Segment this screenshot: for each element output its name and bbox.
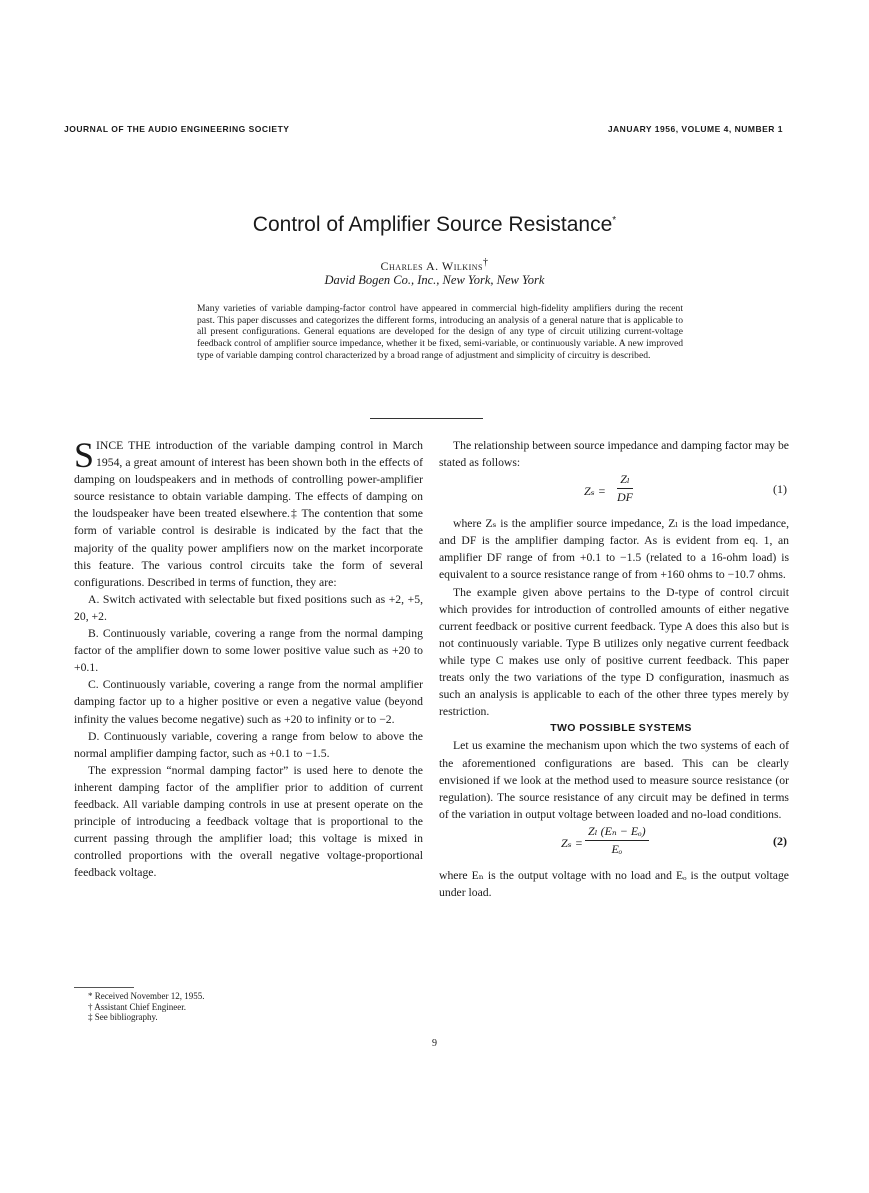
paragraph: C. Continuously variable, covering a range from the normal amplifier damping factor up to a higher positive or even a negative value (beyond infinity the values become negative) such as +20 to infinity or to −2. <box>74 678 423 726</box>
paper-title <box>0 213 869 237</box>
equation-number: (1) <box>773 482 787 497</box>
paragraph: where Zₛ is the amplifier source impedance, Zₗ is the load impedance, and DF is the amplifier damping factor. As is evident from eq. 1, an amplifier DF range of from +0.1 to −1.5 (related to a 16-ohm load) is equivalent to a source resistance range of from +160 ohms to −10.7 ohms. <box>439 517 789 582</box>
author-text: Charles A. Wilkins <box>380 259 483 273</box>
abstract: Many varieties of variable damping-factor control have appeared in commercial high-fidelity amplifiers during the recent past. This paper discusses and categorizes the different forms, introducing an analysis of a general nature that is applicable to all present configurations. General equations are developed for the design of any type of circuit utilizing current-voltage feedback control of amplifier source impedance, whether it be fixed, semi-variable, or continuously variable. A new improved type of variable damping control characterized by a broad range of adjustment and simplicity of circuitry is described. <box>197 303 683 361</box>
paragraph-text: INCE THE introduction of the variable damping control in March 1954, a great amount of interest has been shown both in the effects of damping on loudspeakers and in methods of controlling power-amplifier source resistance to obtain variable damping. The effects of damping on the loudspeaker have been treated elsewhere.‡ The contention that some form of variable control is desirable is indicated by the fact that the majority of the quality power amplifiers now on the market incorporate this feature. The various control circuits take the form of several configurations. Described in terms of function, they are: <box>74 439 423 589</box>
equation-numerator: Zₗ (Eₙ − Eₒ) <box>585 823 649 841</box>
equation-fraction <box>617 471 633 506</box>
footnote: * Received November 12, 1955. <box>88 991 205 1001</box>
equation-2 <box>439 823 789 867</box>
equation-denominator: Eₒ <box>611 841 623 856</box>
paragraph: Let us examine the mechanism upon which the two systems of each of the aforementioned configurations are based. This can be clearly envisioned if we look at the method used to measure source resistance (or regulation). The source resistance of any circuit may be defined in terms of the variation in output voltage between loaded and no-load conditions. <box>439 739 789 821</box>
paragraph: The expression “normal damping factor” is used here to denote the inherent damping factor of the amplifier prior to addition of current feedback. All variable damping controls in use at present operate on the principle of introducing a feedback voltage that is proportional to the current passing through the amplifier load; this voltage is mixed in controlled proportions with the overall negative voltage-proportional feedback voltage. <box>74 763 423 880</box>
equation-lhs: Zₛ = <box>584 484 606 499</box>
footnote: † Assistant Chief Engineer. <box>88 1001 186 1012</box>
author-affiliation: David Bogen Co., Inc., New York, New York <box>324 273 545 287</box>
paragraph: The relationship between source impedance and damping factor may be stated as follows: <box>439 439 789 470</box>
paragraph: The example given above pertains to the D-type of control circuit which provides for introduction of controlled amounts of either negative current feedback or positive current feedback. Type A does this also but is not continuously variable. Type B utilizes only negative current feedback while type C makes use only of positive current feedback. This paper treats only the two variations of the type D configuration, inasmuch as such an analysis is applicable to each of the other three types merely by restriction. <box>439 585 789 719</box>
section-heading: TWO POSSIBLE SYSTEMS <box>550 722 692 735</box>
journal-header: JOURNAL OF THE AUDIO ENGINEERING SOCIETY <box>64 124 290 134</box>
paragraph: B. Continuously variable, covering a range from the normal damping factor of the amplifier down to some lower positive value such as +20 to +0.1. <box>74 627 423 675</box>
equation-fraction <box>585 823 649 858</box>
footnote-rule <box>74 987 134 988</box>
author-name <box>0 257 869 274</box>
paragraph: D. Continuously variable, covering a range from below to above the normal amplifier damping factor, such as +0.1 to −1.5. <box>74 729 423 760</box>
paragraph: A. Switch activated with selectable but fixed positions such as +2, +5, 20, +2. <box>74 592 423 623</box>
footnote: ‡ See bibliography. <box>88 1012 158 1023</box>
page-number: 9 <box>432 1038 437 1049</box>
equation-numerator: Zₗ <box>617 471 633 489</box>
issue-header: JANUARY 1956, VOLUME 4, NUMBER 1 <box>607 124 783 134</box>
paragraph: where Eₙ is the output voltage with no load and Eₒ is the output voltage under load. <box>439 868 789 899</box>
paragraph <box>74 437 423 591</box>
equation-denominator: DF <box>617 490 633 505</box>
title-text: Control of Amplifier Source Resistance <box>252 213 613 236</box>
title-footnote-mark: * <box>612 215 617 226</box>
footnotes <box>74 987 423 1023</box>
divider <box>370 418 483 419</box>
equation-number: (2) <box>773 833 787 848</box>
author-footnote-mark: † <box>482 257 489 268</box>
equation-lhs: Zₛ = <box>561 835 583 850</box>
equation-1 <box>439 471 789 515</box>
right-column <box>439 437 789 901</box>
left-column <box>74 437 423 881</box>
dropcap: S <box>74 435 95 475</box>
